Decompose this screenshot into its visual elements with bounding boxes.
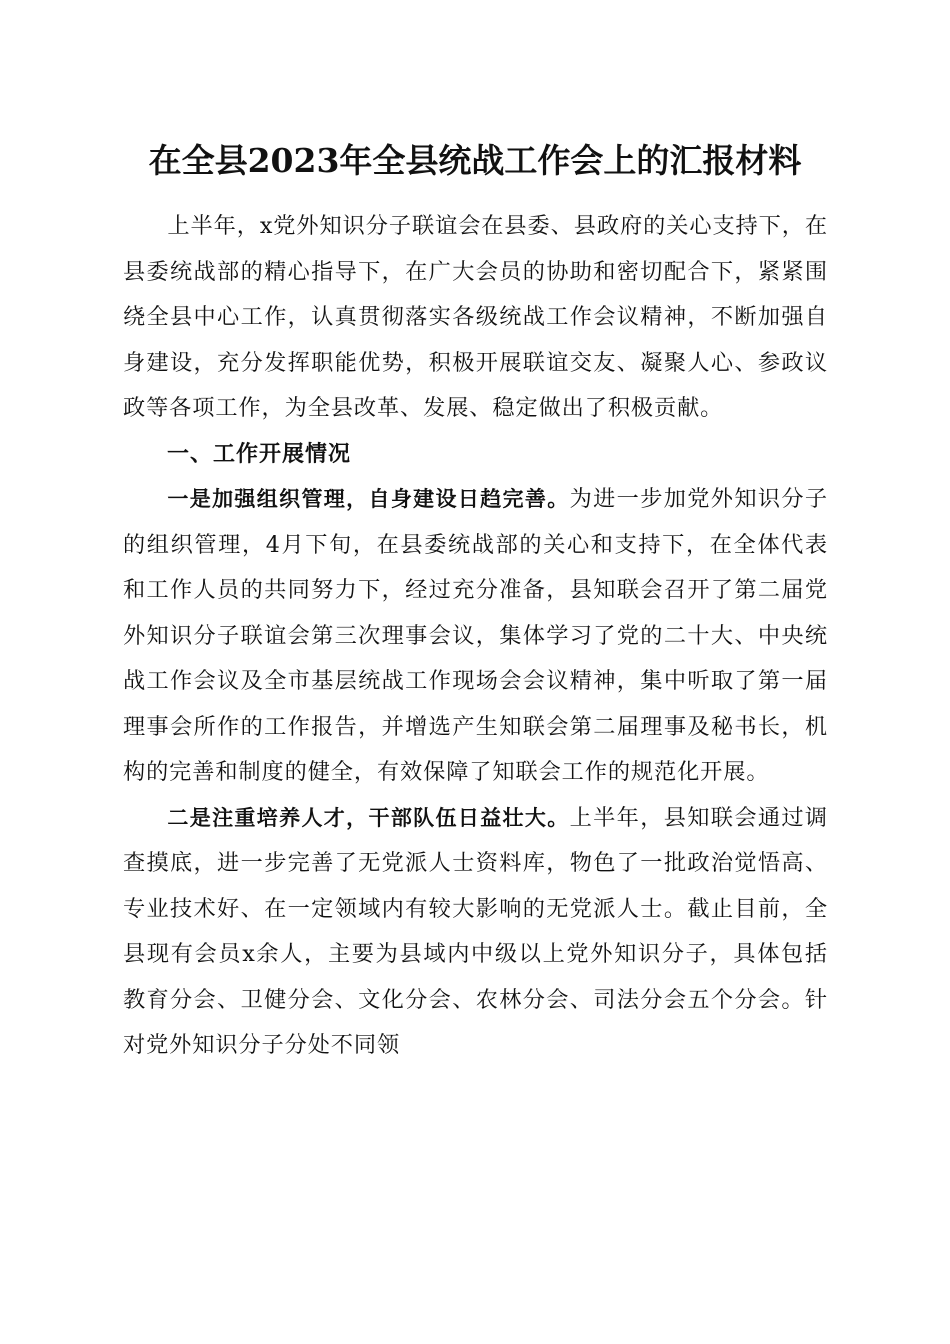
- item-1-text: 为进一步加党外知识分子的组织管理，4月下旬，在县委统战部的关心和支持下，在全体代表和工作人员的共同努力下，经过充分准备，县知联会召开了第二届党外知识分子联谊会第三次理事会议，集体学习了党的二十大、中央统战工作会议及全市基层统战工作现场会会议精神，集中听取了第一届理事会所作的工作报告，并增选产生知联会第二届理事及秘书长，机构的完善和制度的健全，有效保障了知联会工作的规范化开展。: [123, 486, 828, 785]
- item-2-text: 上半年，县知联会通过调查摸底，进一步完善了无党派人士资料库，物色了一批政治觉悟高、专业技术好、在一定领域内有较大影响的无党派人士。截止目前，全县现有会员x余人，主要为县域内中级以上党外知识分子，具体包括教育分会、卫健分会、文化分会、农林分会、司法分会五个分会。针对党外知识分子分处不同领: [123, 804, 828, 1058]
- document-title: 在全县2023年全县统战工作会上的汇报材料: [148, 141, 802, 180]
- document-body: [123, 204, 828, 1069]
- item-1-lead: 一是加强组织管理，自身建设日趋完善。: [167, 487, 570, 511]
- item-2-lead: 二是注重培养人才，干部队伍日益壮大。: [167, 805, 570, 830]
- section-heading: 一、工作开展情况: [167, 441, 352, 467]
- intro-paragraph: 上半年，x党外知识分子联谊会在县委、县政府的关心支持下，在县委统战部的精心指导下，在广大会员的协助和密切配合下，紧紧围绕全县中心工作，认真贯彻落实各级统战工作会议精神，不断加强自身建设，充分发挥职能优势，积极开展联谊交友、凝聚人心、参政议政等各项工作，为全县改革、发展、稳定做出了积极贡献。: [123, 213, 828, 421]
- item-paragraph-2: [123, 796, 828, 1069]
- item-paragraph-1: [123, 477, 828, 796]
